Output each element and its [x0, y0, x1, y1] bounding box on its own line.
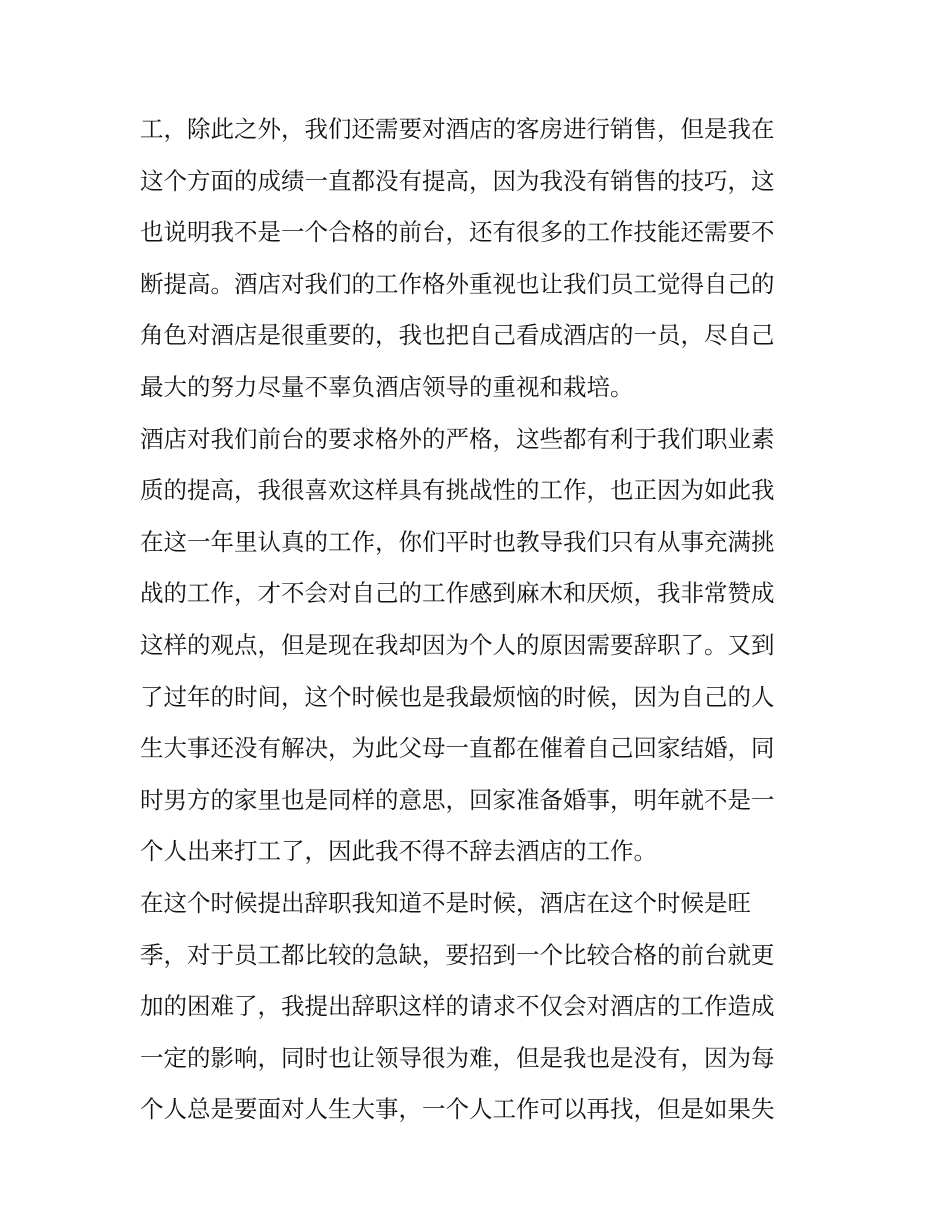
text-line: 在这个时候提出辞职我知道不是时候，酒店在这个时候是旺	[140, 888, 751, 917]
text-line: 战的工作，才不会对自己的工作感到麻木和厌烦，我非常赞成	[140, 579, 775, 608]
text-line: 时男方的家里也是同样的意思，回家准备婚事，明年就不是一	[140, 785, 775, 814]
text-line: 季，对于员工都比较的急缺，要招到一个比较合格的前台就更	[140, 940, 775, 969]
text-line: 个人出来打工了，因此我不得不辞去酒店的工作。	[140, 837, 657, 866]
text-line: 这样的观点，但是现在我却因为个人的原因需要辞职了。又到	[140, 630, 775, 659]
text-line: 这个方面的成绩一直都没有提高，因为我没有销售的技巧，这	[140, 166, 775, 195]
text-line: 也说明我不是一个合格的前台，还有很多的工作技能还需要不	[140, 218, 775, 247]
text-line: 工，除此之外，我们还需要对酒店的客房进行销售，但是我在	[140, 115, 775, 143]
text-line: 了过年的时间，这个时候也是我最烦恼的时候，因为自己的人	[140, 682, 775, 711]
document-body	[140, 104, 820, 1136]
text-line: 最大的努力尽量不辜负酒店领导的重视和栽培。	[140, 372, 634, 401]
text-line: 生大事还没有解决，为此父母一直都在催着自己回家结婚，同	[140, 734, 775, 763]
text-line: 一定的影响，同时也让领导很为难，但是我也是没有，因为每	[140, 1043, 775, 1072]
text-line: 个人总是要面对人生大事，一个人工作可以再找，但是如果失	[140, 1095, 775, 1124]
text-line: 加的困难了，我提出辞职这样的请求不仅会对酒店的工作造成	[140, 992, 775, 1021]
text-line: 质的提高，我很喜欢这样具有挑战性的工作，也正因为如此我	[140, 476, 775, 505]
text-line: 角色对酒店是很重要的，我也把自己看成酒店的一员，尽自己	[140, 321, 775, 350]
text-line: 酒店对我们前台的要求格外的严格，这些都有利于我们职业素	[140, 424, 775, 453]
text-line: 断提高。酒店对我们的工作格外重视也让我们员工觉得自己的	[140, 269, 775, 298]
text-line: 在这一年里认真的工作，你们平时也教导我们只有从事充满挑	[140, 527, 775, 556]
